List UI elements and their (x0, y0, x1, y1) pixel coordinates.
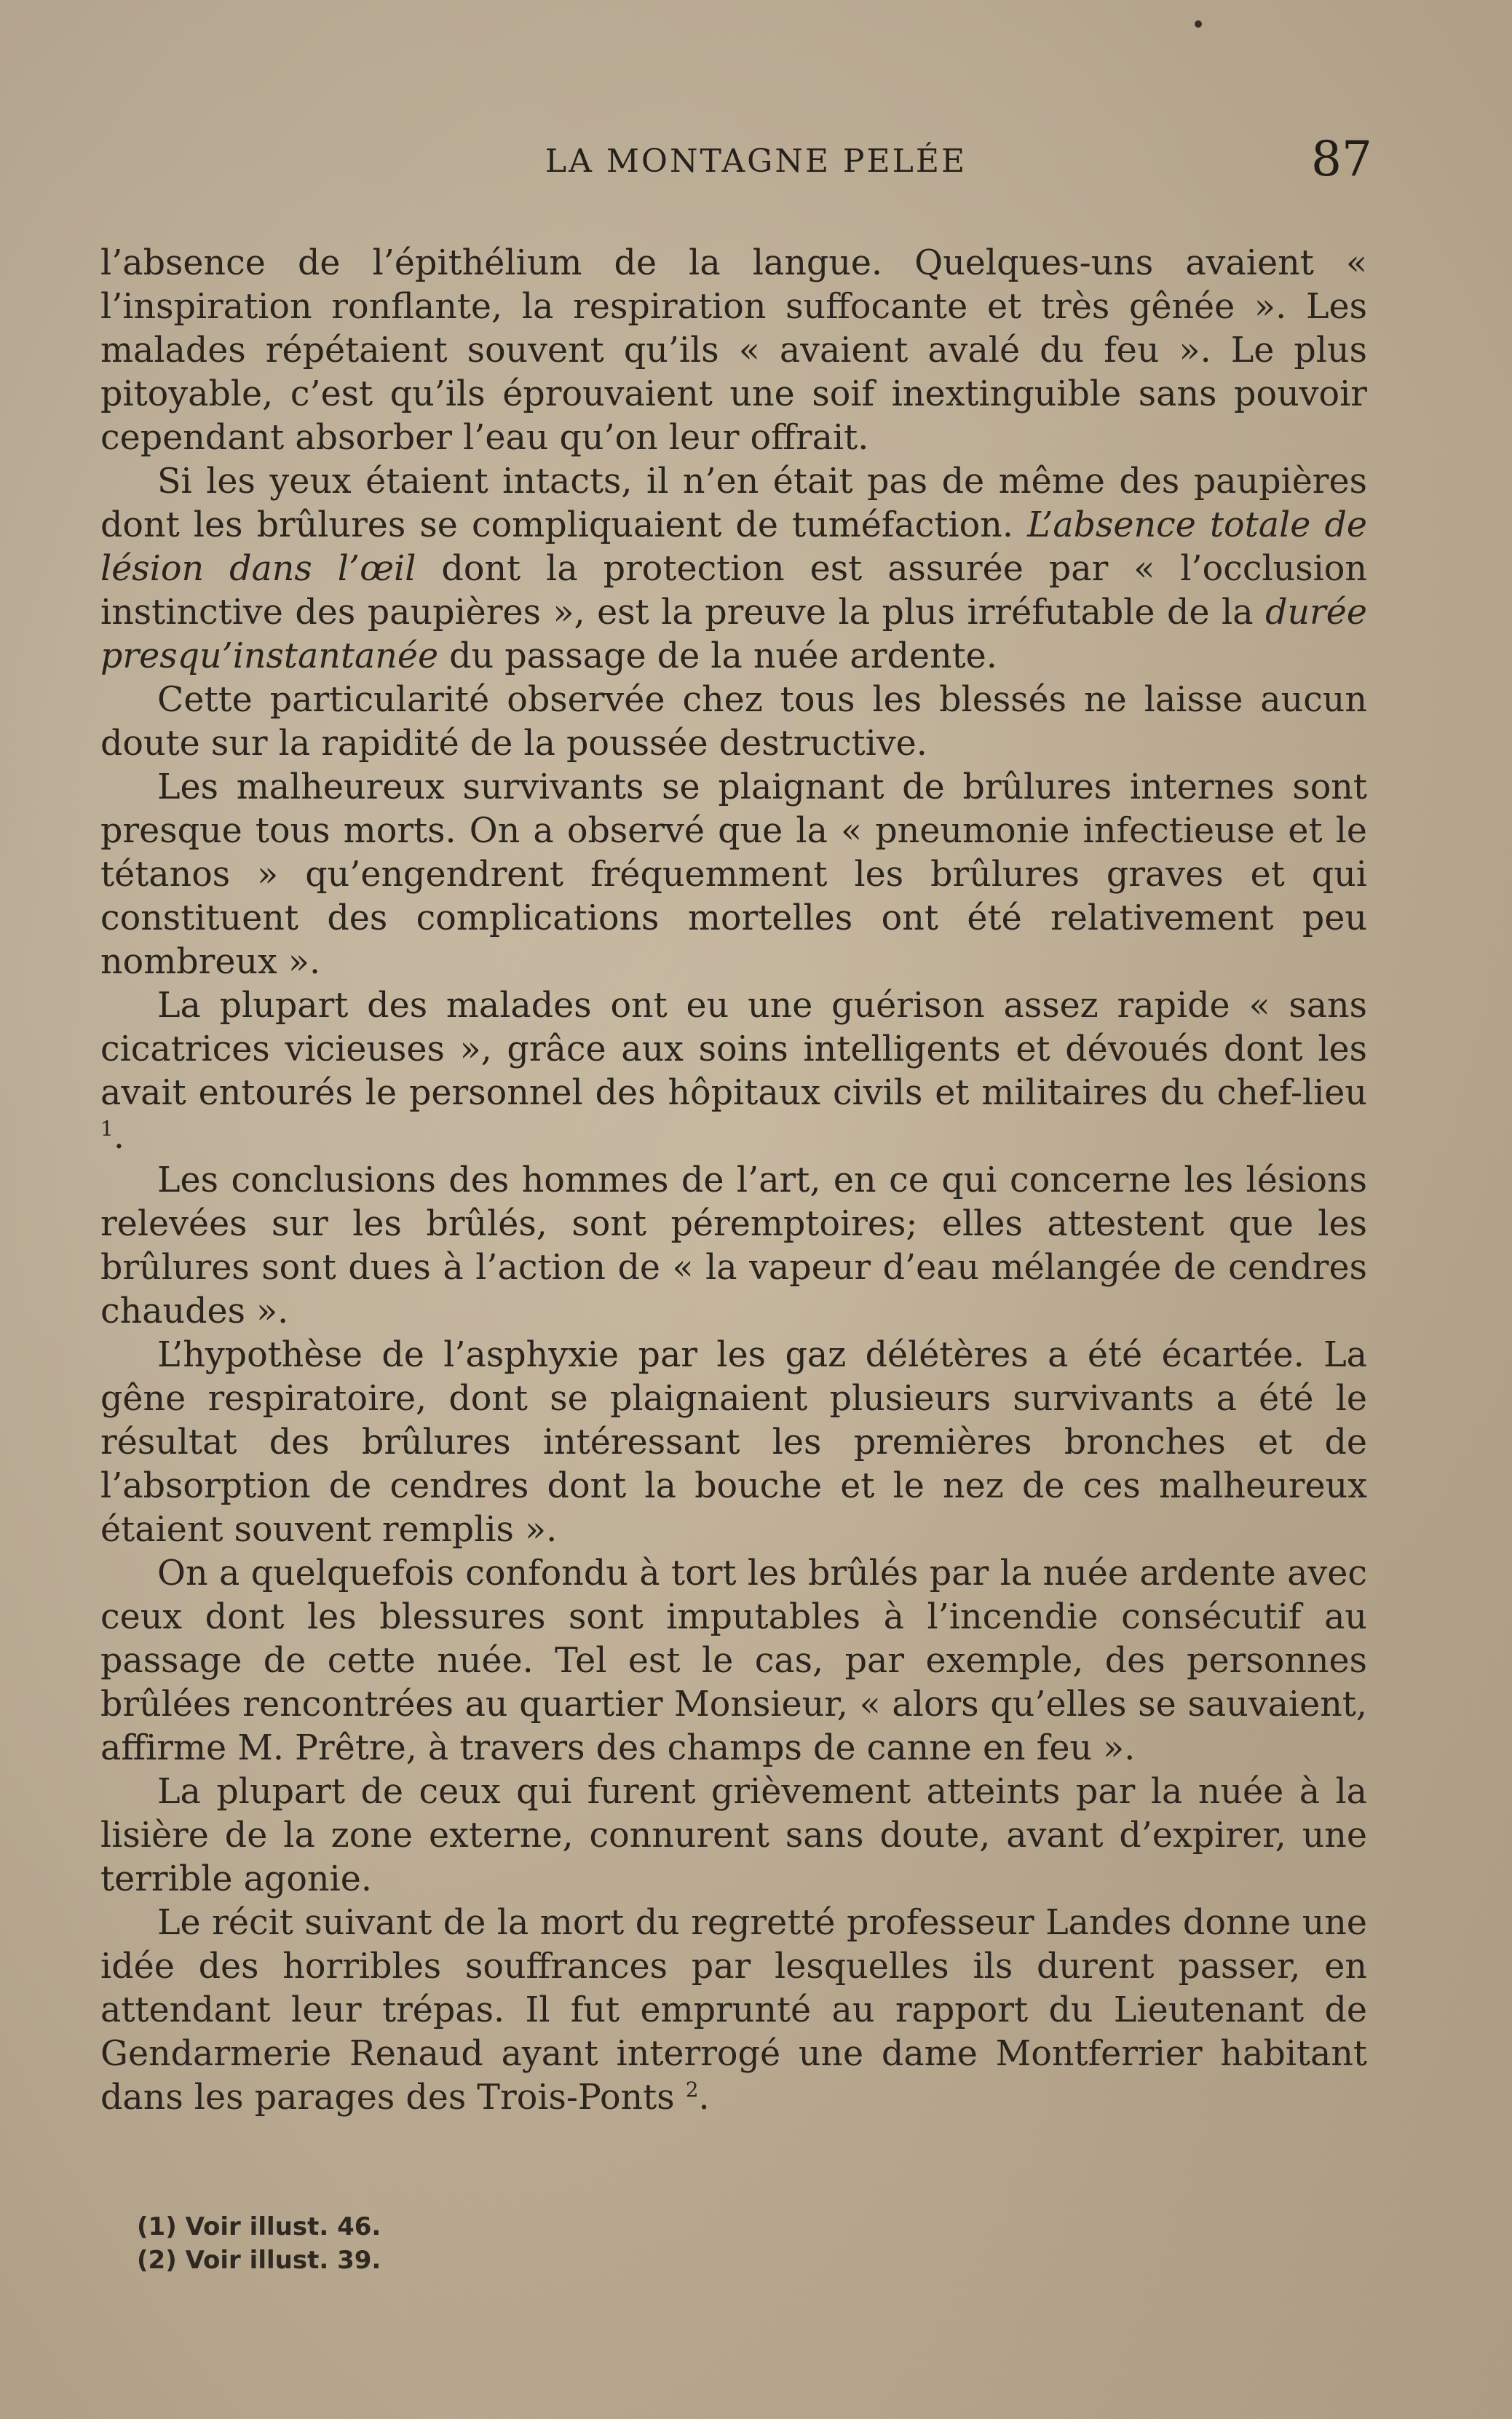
text-run: . (698, 2078, 710, 2118)
body-text (100, 242, 1367, 2120)
italic-emphasis: durée presqu’instantanée (100, 593, 1367, 676)
footnote-reference: 1 (100, 1117, 114, 1141)
text-run: La plupart des malades ont eu une guérison assez rapide « sans cicatrices vicieuses », grâce aux soins intelligents et dévoués dont les avait entourés le personnel des hôpitaux civils et militaires du chef-lieu (100, 986, 1367, 1113)
paragraph (100, 1901, 1367, 2120)
ink-speck (1195, 20, 1202, 28)
footnote (137, 2210, 381, 2244)
text-run: On a quelquefois confondu à tort les brûlés par la nuée ardente avec ceux dont les blessures sont imputables à l’incendie consécutif au passage de cette nuée. Tel est le cas, par exemple, des personnes brûlées rencontrées au quartier Monsieur, « alors qu’elles se sauvaient, affirme M. Prêtre, à travers des champs de canne en feu ». (100, 1553, 1367, 1768)
text-run: dont la protection est assurée par « l’occlusion instinctive des paupières », est la preuve la plus irréfutable de la (100, 549, 1367, 633)
text-run: Les malheureux survivants se plaignant de brûlures internes sont presque tous morts. On a observé que la « pneumonie infectieuse et le tétanos » qu’engendrent fréquemment les brûlures graves et qui constituent des complications mortelles ont été relativement peu nombreux ». (100, 767, 1367, 982)
paragraph (100, 1334, 1367, 1552)
text-run: La plupart de ceux qui furent grièvement atteints par la nuée à la lisière de la zone externe, connurent sans doute, avant d’expirer, une terrible agonie. (100, 1772, 1367, 1899)
page-number: 87 (1311, 131, 1372, 187)
paragraph (100, 1770, 1367, 1901)
text-run: Les conclusions des hommes de l’art, en ce qui concerne les lésions relevées sur les brûlés, sont péremptoires; elles attestent que les brûlures sont dues à l’action de « la vapeur d’eau mélangée de cendres chaudes ». (100, 1160, 1367, 1331)
text-run: du passage de la nuée ardente. (438, 636, 997, 676)
paragraph (100, 242, 1367, 460)
text-run: Cette particularité observée chez tous les blessés ne laisse aucun doute sur la rapidité de la poussée destructive. (100, 680, 1367, 764)
paragraph (100, 678, 1367, 766)
running-title: LA MONTAGNE PELÉE (545, 143, 967, 180)
paragraph (100, 1159, 1367, 1334)
footnote-marker: (2) (137, 2246, 177, 2275)
paragraph (100, 460, 1367, 678)
text-run: L’hypothèse de l’asphyxie par les gaz délétères a été écartée. La gêne respiratoire, dont se plaignaient plusieurs survivants a été le résultat des brûlures intéressant les premières bronches et de l’absorption de cendres dont la bouche et le nez de ces malheureux étaient souvent remplis ». (100, 1335, 1367, 1550)
paragraph (100, 1552, 1367, 1770)
text-run: Le récit suivant de la mort du regretté professeur Landes donne une idée des horribles souffrances par lesquelles ils durent passer, en attendant leur trépas. Il fut emprunté au rapport du Lieutenant de Gendarmerie Renaud ayant interrogé une dame Montferrier habitant dans les parages des Trois-Ponts (100, 1903, 1367, 2118)
footnote-text: Voir illust. 46. (176, 2212, 381, 2241)
text-run: l’absence de l’épithélium de la langue. Quelques-uns avaient « l’inspiration ronflante, la respiration suffocante et très gênée ». Les malades répétaient souvent qu’ils « avaient avalé du feu ». Le plus pitoyable, c’est qu’ils éprouvaient une soif inextinguible sans pouvoir cependant absorber l’eau qu’on leur offrait. (100, 243, 1367, 458)
text-run: Si les yeux étaient intacts, il n’en était pas de même des paupières dont les brûlures se compliquaient de tuméfaction. (100, 462, 1367, 545)
footnote-text: Voir illust. 39. (176, 2246, 381, 2275)
footnote-marker: (1) (137, 2212, 177, 2241)
paragraph (100, 984, 1367, 1159)
footnote (137, 2244, 381, 2277)
text-run: . (113, 1117, 124, 1157)
italic-emphasis: L’absence totale de lésion dans l’œil (100, 505, 1367, 589)
footnote-reference: 2 (685, 2078, 699, 2102)
paragraph (100, 766, 1367, 984)
footnotes (137, 2210, 381, 2277)
